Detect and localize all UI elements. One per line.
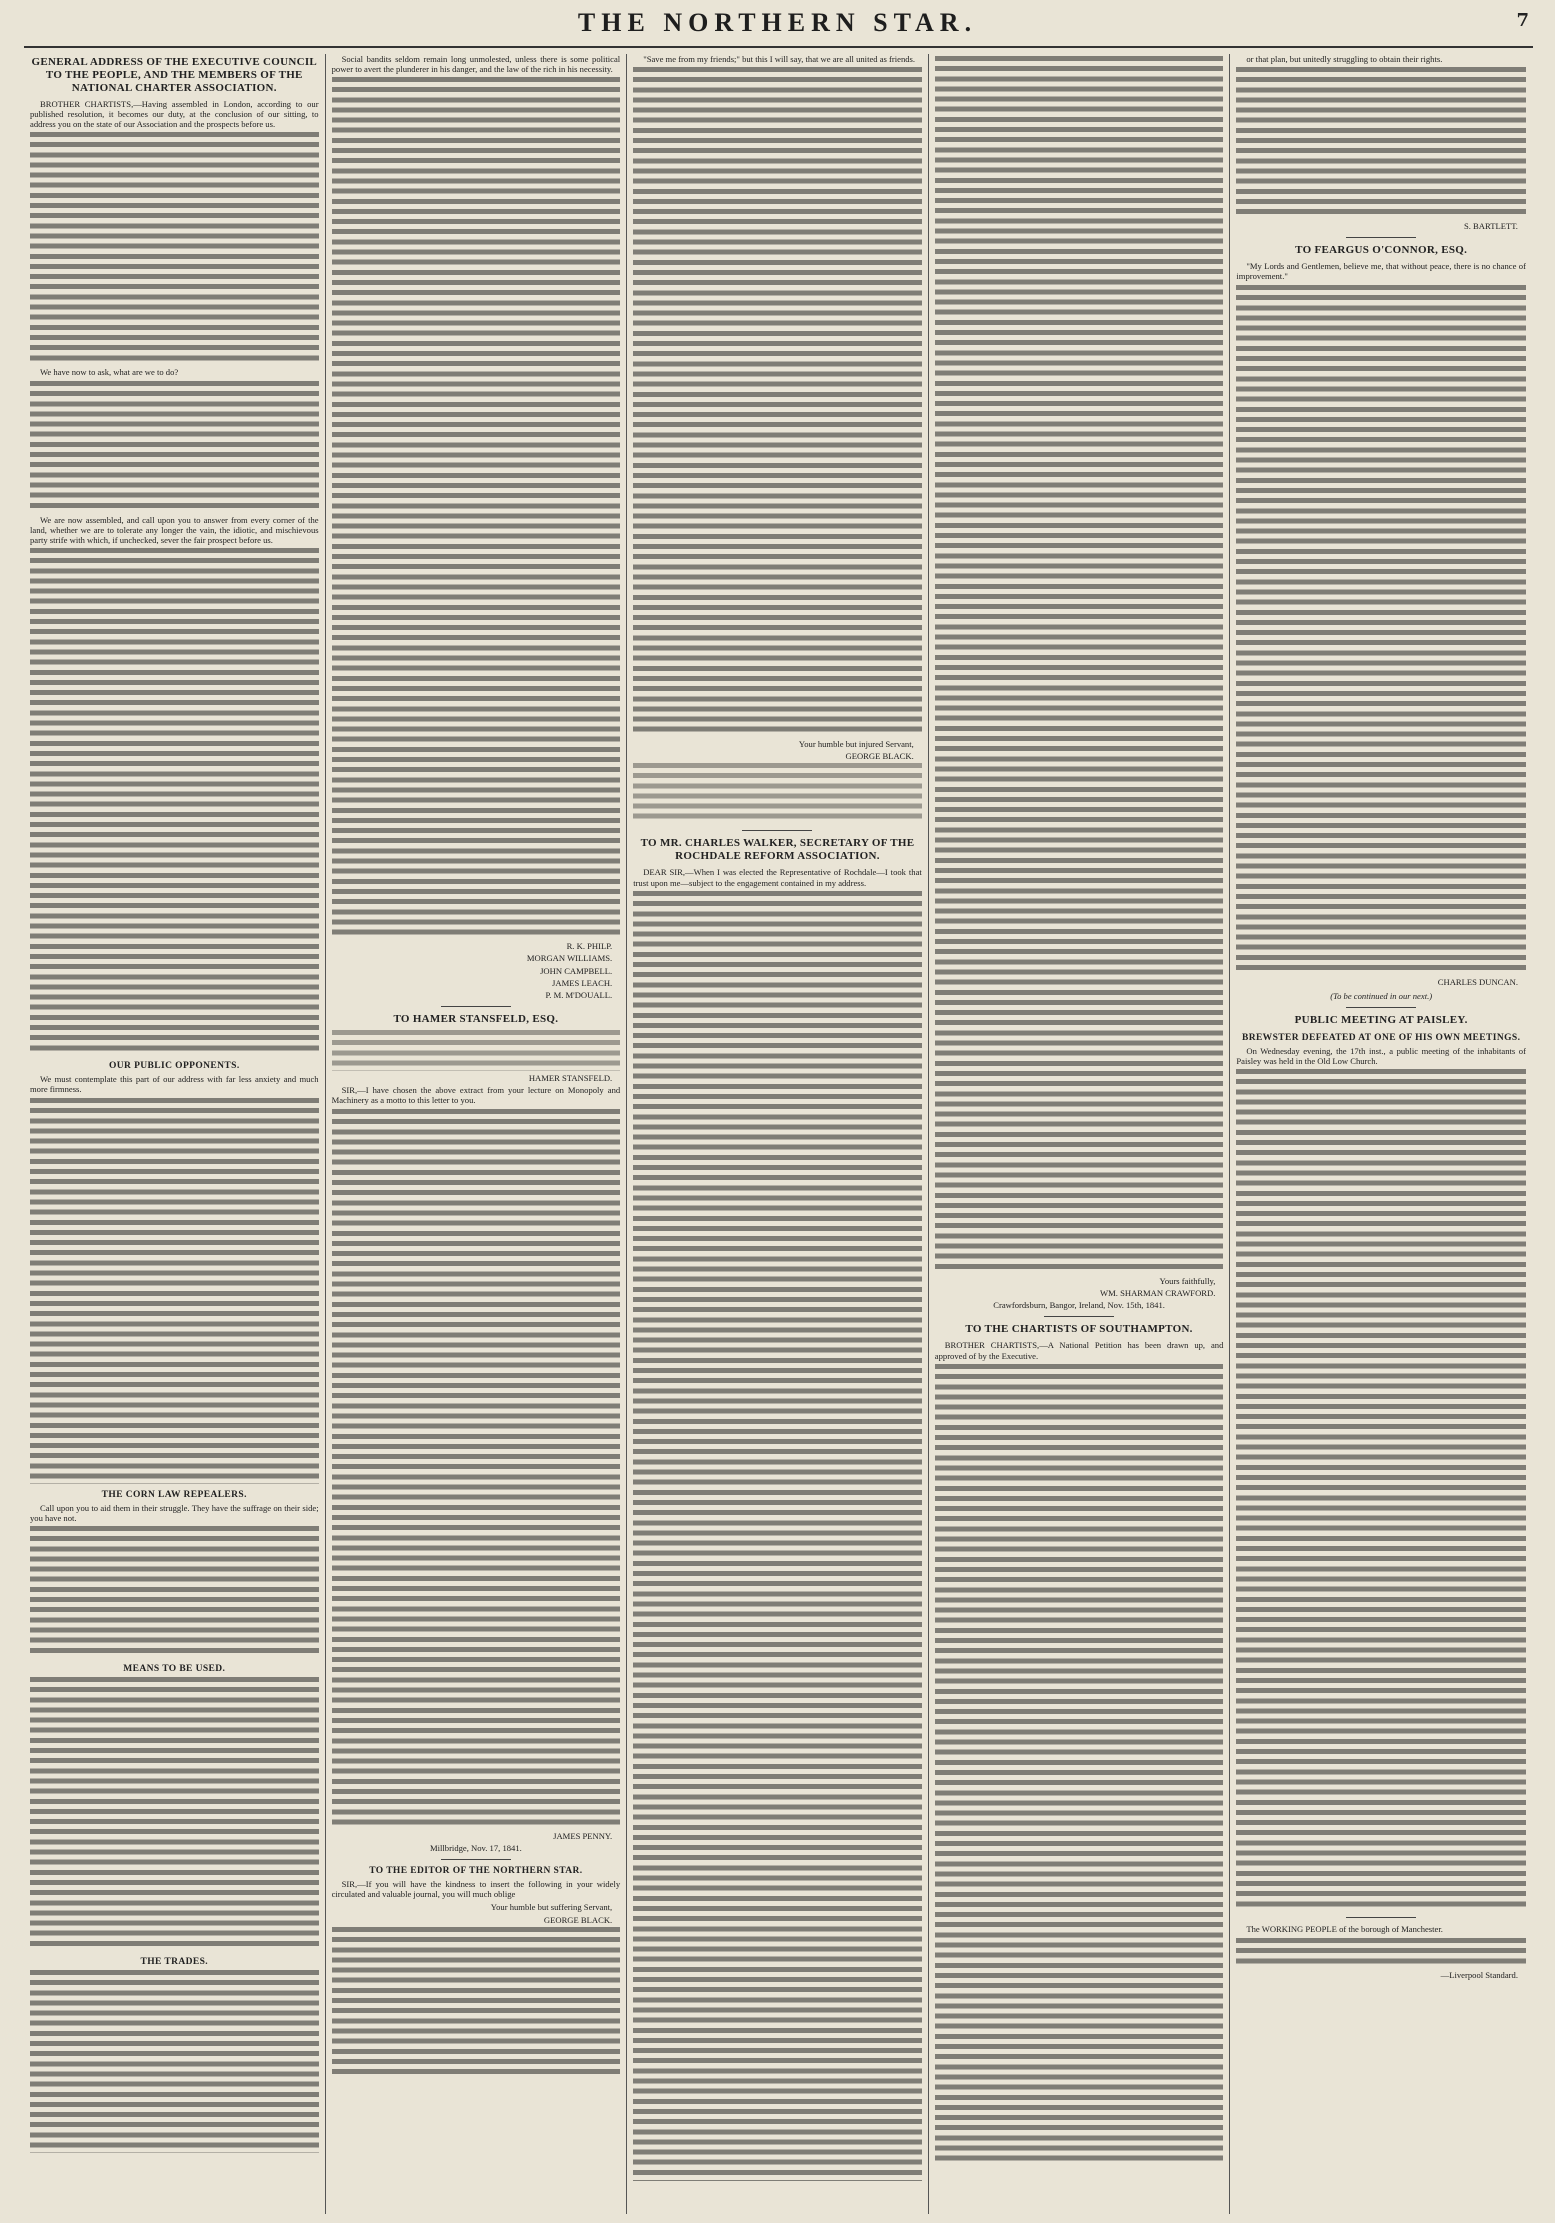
article-paragraph: "Save me from my friends;" but this I will say, that we are all united as friends. (643, 54, 916, 64)
article-heading: TO HAMER STANSFELD, ESQ. (393, 1013, 559, 1026)
signature: Yours faithfully, (1159, 1276, 1216, 1286)
quote-block (332, 1030, 621, 1071)
text-block (1236, 1938, 1526, 1968)
masthead (0, 0, 1555, 46)
signature: P. M. M'DOUALL. (545, 989, 613, 1000)
article-paragraph: Call upon you to aid them in their struggle. They have the suffrage on their side; you have not. (30, 1502, 319, 1523)
text-block (332, 77, 621, 939)
column-4 (929, 54, 1231, 2214)
column-5 (1230, 54, 1532, 2214)
text-block (935, 56, 1224, 1274)
text-block (30, 1970, 319, 2153)
divider (441, 1859, 511, 1860)
masthead-rule (24, 46, 1533, 48)
newspaper-title: THE NORTHERN STAR. (577, 8, 978, 37)
section-heading: MEANS TO BE USED. (123, 1664, 226, 1675)
columns (24, 54, 1532, 2214)
article-paragraph: SIR,—If you will have the kindness to insert the following in your widely circulated and valuable journal, you will much oblige (331, 1879, 621, 1900)
text-block (1236, 67, 1526, 219)
text-block (935, 1364, 1224, 2164)
article-paragraph: SIR,—I have chosen the above extract from your lecture on Monopoly and Machinery as a motto to this letter to you. (331, 1085, 621, 1106)
section-heading: OUR PUBLIC OPPONENTS. (109, 1061, 240, 1072)
text-block (633, 67, 922, 737)
signature: Your humble but injured Servant, (798, 739, 914, 750)
signature: JOHN CAMPBELL. (540, 965, 613, 976)
article-heading: PUBLIC MEETING AT PAISLEY. (1294, 1013, 1468, 1026)
signature: R. K. PHILP. (566, 941, 613, 952)
article-heading: GENERAL ADDRESS OF THE EXECUTIVE COUNCIL TO THE PEOPLE, AND THE MEMBERS OF THE NATIONAL CHARTER ASSOCIATION. (31, 56, 318, 94)
article-paragraph: We must contemplate this part of our address with far less anxiety and much more firmness. (30, 1074, 319, 1095)
text-block (30, 548, 319, 1055)
divider (742, 830, 812, 831)
text-block (1236, 285, 1526, 975)
divider (1346, 237, 1416, 238)
signature: MORGAN WILLIAMS. (526, 953, 613, 964)
article-paragraph: We have now to ask, what are we to do? (40, 367, 179, 378)
divider (1044, 1316, 1114, 1317)
signature: WM. SHARMAN CRAWFORD. (1100, 1288, 1216, 1299)
article-paragraph: Social bandits seldom remain long unmolested, unless there is some political power to avert the plunderer in his danger, and the law of the rich in his necessity. (331, 54, 621, 75)
column-3 (627, 54, 929, 2214)
divider (1346, 1917, 1416, 1918)
text-block (30, 1526, 319, 1658)
source-credit: —Liverpool Standard. (1440, 1969, 1518, 1980)
article-paragraph: or that plan, but unitedly struggling to obtain their rights. (1246, 54, 1443, 64)
page-number: 7 (1516, 10, 1529, 31)
article-heading: TO MR. CHARLES WALKER, SECRETARY OF THE ROCHDALE REFORM ASSOCIATION. (640, 837, 915, 863)
text-block (633, 891, 922, 2181)
article-paragraph: DEAR SIR,—When I was elected the Representative of Rochdale—I took that trust upon me—subject to the engagement contained in my address. (633, 867, 922, 888)
article-heading: TO FEARGUS O'CONNOR, ESQ. (1295, 244, 1468, 257)
column-1 (24, 54, 326, 2214)
text-block (332, 1109, 621, 1829)
article-paragraph: The WORKING PEOPLE of the borough of Manchester. (1246, 1924, 1443, 1935)
article-paragraph: BROTHER CHARTISTS,—A National Petition has been drawn up, and approved of by the Executive. (934, 1340, 1224, 1361)
dateline: Crawfordsburn, Bangor, Ireland, Nov. 15th, 1841. (993, 1300, 1165, 1311)
text-block (633, 763, 922, 824)
text-block (30, 132, 319, 365)
dateline: Millbridge, Nov. 17, 1841. (429, 1842, 522, 1853)
text-block (30, 1098, 319, 1484)
article-subheading: BREWSTER DEFEATED AT ONE OF HIS OWN MEETINGS. (1241, 1032, 1521, 1043)
signature: JAMES PENNY. (553, 1830, 613, 1841)
text-block (30, 381, 319, 513)
article-paragraph: We are now assembled, and call upon you to answer from every corner of the land, whether we are to tolerate any longer the vain, the idiotic, and mischievous party strife with which, if unchecked, sever the fair prospect before us. (30, 514, 319, 545)
signature: GEORGE BLACK. (845, 751, 914, 762)
signature: S. BARTLETT. (1463, 221, 1518, 232)
column-2 (326, 54, 628, 2214)
signature: CHARLES DUNCAN. (1437, 976, 1518, 987)
article-heading: TO THE CHARTISTS OF SOUTHAMPTON. (965, 1323, 1193, 1336)
section-heading: THE CORN LAW REPEALERS. (101, 1489, 247, 1500)
signature: JAMES LEACH. (552, 977, 613, 988)
signature: GEORGE BLACK. (543, 1914, 613, 1925)
text-block (1236, 1069, 1526, 1911)
article-heading: TO THE EDITOR OF THE NORTHERN STAR. (369, 1865, 583, 1876)
article-paragraph: "My Lords and Gentlemen, believe me, that without peace, there is no chance of improvement." (1236, 261, 1526, 282)
article-paragraph: On Wednesday evening, the 17th inst., a public meeting of the inhabitants of Paisley was held in the Old Low Church. (1236, 1046, 1526, 1067)
continuation-note: (To be continued in our next.) (1330, 990, 1433, 1001)
signature: Your humble but suffering Servant, (490, 1902, 613, 1913)
divider (441, 1006, 511, 1007)
section-heading: THE TRADES. (140, 1957, 209, 1968)
signature: HAMER STANSFELD. (528, 1073, 613, 1084)
text-block (30, 1677, 319, 1951)
divider (1346, 1007, 1416, 1008)
article-paragraph: BROTHER CHARTISTS,—Having assembled in London, according to our published resolution, it becomes our duty, at the conclusion of our sitting, to address you on the state of our Association and the prospects before us. (30, 99, 319, 130)
text-block (332, 1927, 621, 2079)
